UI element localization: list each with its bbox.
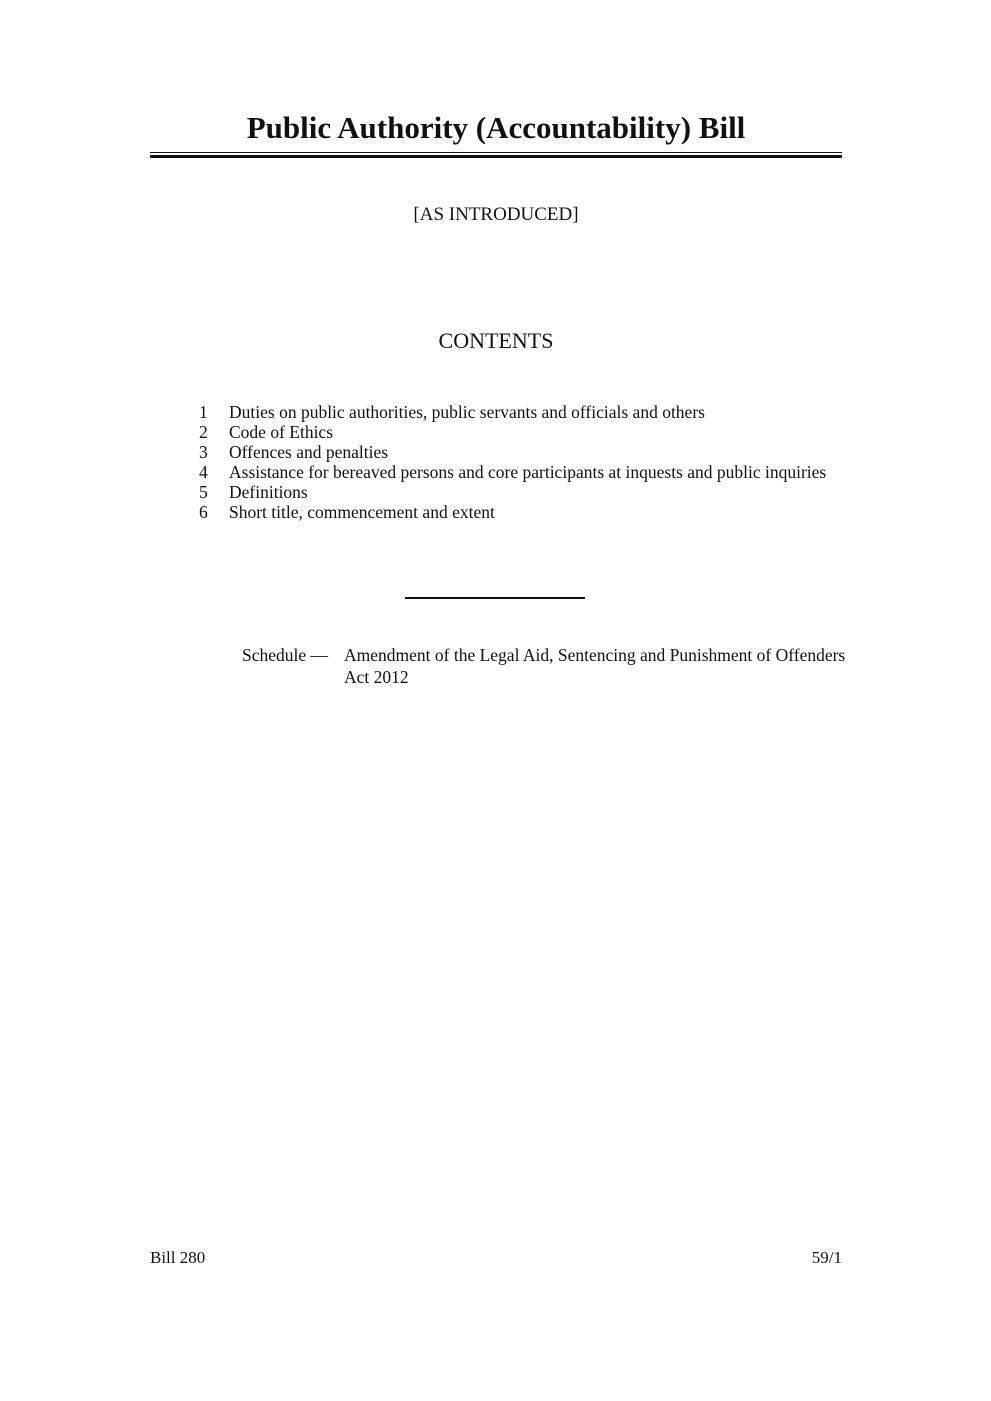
toc-item-text: Duties on public authorities, public servants and officials and others bbox=[229, 402, 705, 422]
section-divider bbox=[405, 597, 585, 599]
toc-item-text: Assistance for bereaved persons and core participants at inquests and public inquiries bbox=[229, 462, 827, 482]
toc-item-text: Code of Ethics bbox=[229, 422, 334, 442]
schedule-text: Amendment of the Legal Aid, Sentencing and Punishment of Offenders Act 2012 bbox=[344, 645, 846, 687]
toc-item-number: 2 bbox=[199, 422, 208, 442]
bill-status: [AS INTRODUCED] bbox=[413, 204, 579, 225]
toc-item[interactable] bbox=[196, 422, 846, 442]
toc-item-number: 5 bbox=[199, 482, 208, 502]
toc-item[interactable] bbox=[196, 442, 846, 462]
title-rule-thick bbox=[150, 155, 842, 158]
toc-item-number: 6 bbox=[199, 502, 208, 522]
bill-reference: 59/1 bbox=[811, 1248, 842, 1267]
toc-item[interactable] bbox=[196, 482, 846, 502]
toc-item-text: Short title, commencement and extent bbox=[229, 502, 495, 522]
toc-item-text: Offences and penalties bbox=[229, 442, 389, 462]
toc-item[interactable] bbox=[196, 462, 846, 482]
table-of-contents bbox=[196, 402, 846, 522]
schedule-entry[interactable] bbox=[242, 644, 852, 688]
schedule-label: Schedule — bbox=[242, 645, 329, 665]
document-title: Public Authority (Accountability) Bill bbox=[246, 110, 746, 145]
toc-item-text: Definitions bbox=[229, 482, 308, 502]
toc-item[interactable] bbox=[196, 402, 846, 422]
toc-item-number: 1 bbox=[199, 402, 208, 422]
toc-item-number: 4 bbox=[199, 462, 208, 482]
bill-number: Bill 280 bbox=[150, 1248, 206, 1267]
title-rule-thin bbox=[150, 152, 842, 153]
toc-item-number: 3 bbox=[199, 442, 208, 462]
toc-item[interactable] bbox=[196, 502, 846, 522]
contents-heading: CONTENTS bbox=[438, 328, 554, 353]
